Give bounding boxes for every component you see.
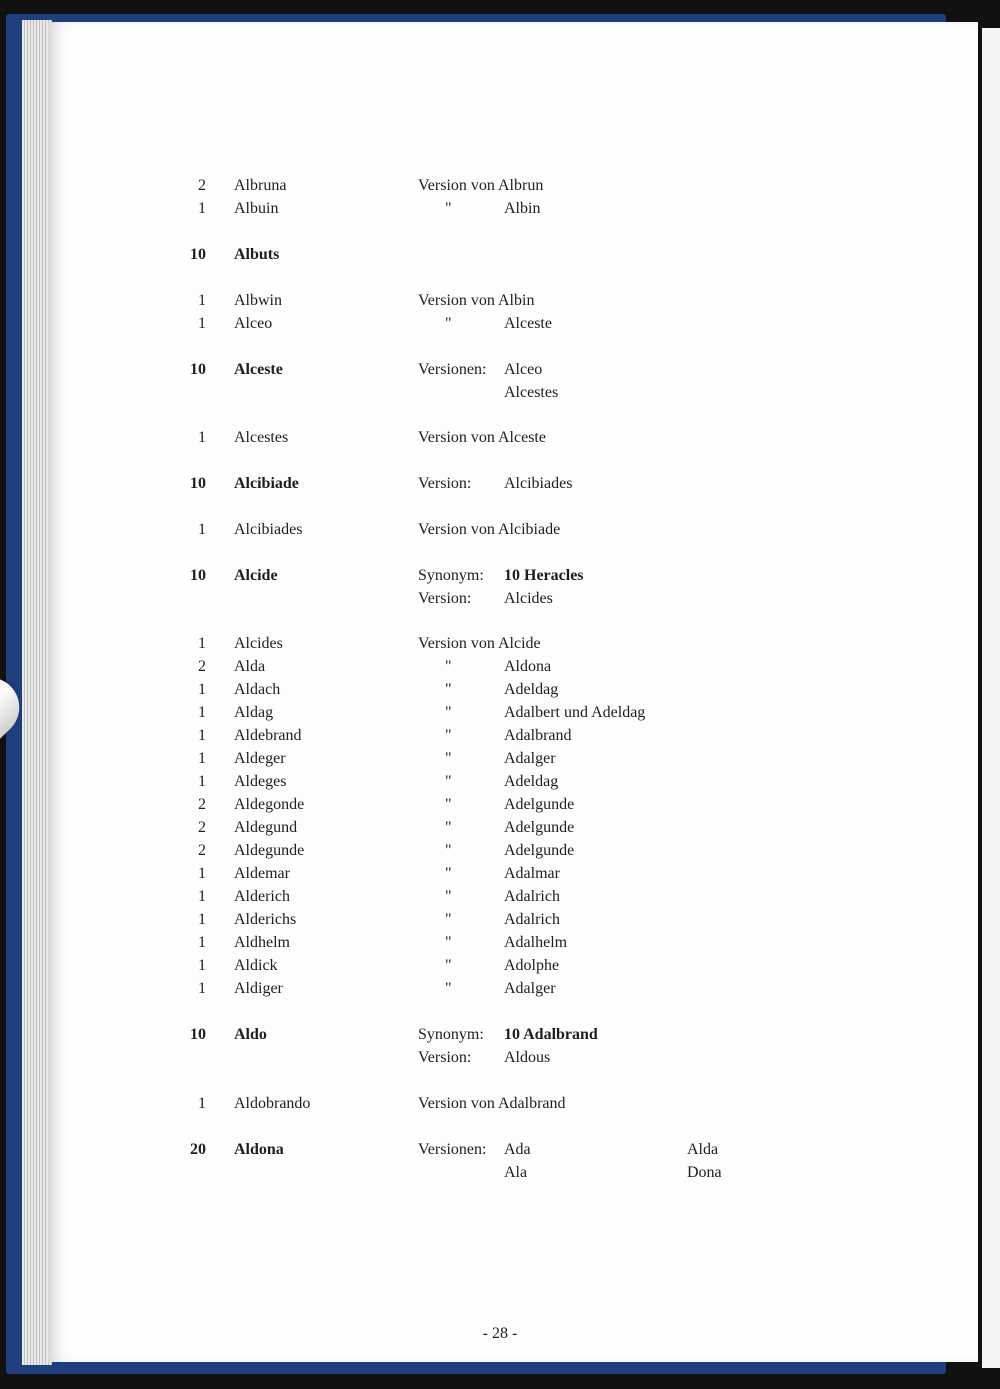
index-entry xyxy=(0,177,1000,199)
entry-extra-version: Alda xyxy=(687,1141,719,1158)
index-entry xyxy=(0,1049,1000,1071)
entry-count: 1 xyxy=(198,521,206,538)
entry-count: 1 xyxy=(198,727,206,744)
entry-reference: Albin xyxy=(504,200,541,217)
entry-name: Alcibiades xyxy=(234,521,303,538)
ditto-mark: " xyxy=(445,727,452,744)
entry-count: 1 xyxy=(198,200,206,217)
ditto-mark: " xyxy=(445,704,452,721)
index-entry xyxy=(0,704,1000,726)
index-entry xyxy=(0,384,1000,406)
ditto-mark: " xyxy=(445,842,452,859)
entry-reference: Ada xyxy=(504,1141,531,1158)
ditto-mark: " xyxy=(445,773,452,790)
ditto-mark: " xyxy=(445,957,452,974)
entry-count: 10 xyxy=(190,1026,206,1043)
entry-reference: Aldous xyxy=(504,1049,551,1066)
index-entry xyxy=(0,200,1000,222)
ditto-mark: " xyxy=(445,934,452,951)
entry-relation: Versionen: xyxy=(418,1141,487,1158)
entry-reference: Ala xyxy=(504,1164,528,1181)
index-entry xyxy=(0,727,1000,749)
ditto-mark: " xyxy=(445,819,452,836)
index-entry xyxy=(0,429,1000,451)
entry-count: 1 xyxy=(198,429,206,446)
entry-reference: Alcestes xyxy=(504,384,559,401)
entry-count: 10 xyxy=(190,475,206,492)
entry-count: 1 xyxy=(198,315,206,332)
entry-reference: Adalrich xyxy=(504,888,560,905)
index-entry xyxy=(0,361,1000,383)
entry-relation: Version von Alcide xyxy=(418,635,541,652)
index-entry xyxy=(0,475,1000,497)
entry-name: Aldhelm xyxy=(234,934,290,951)
index-entry xyxy=(0,1164,1000,1186)
index-entry xyxy=(0,911,1000,933)
entry-name: Aldegund xyxy=(234,819,298,836)
entry-reference: Adelgunde xyxy=(504,796,575,813)
entry-name: Alceste xyxy=(234,361,283,378)
entry-reference: Adalger xyxy=(504,750,556,767)
entry-count: 1 xyxy=(198,1095,206,1112)
entry-count: 1 xyxy=(198,957,206,974)
entry-relation: Synonym: xyxy=(418,567,484,584)
entry-count: 2 xyxy=(198,177,206,194)
ditto-mark: " xyxy=(445,681,452,698)
index-entry xyxy=(0,1095,1000,1117)
entry-reference: Adalger xyxy=(504,980,556,997)
index-entry xyxy=(0,819,1000,841)
index-entry xyxy=(0,635,1000,657)
entry-name: Aldebrand xyxy=(234,727,302,744)
index-entry xyxy=(0,681,1000,703)
entry-count: 10 xyxy=(190,567,206,584)
entry-reference: Adolphe xyxy=(504,957,560,974)
entry-reference: Alceo xyxy=(504,361,543,378)
entry-count: 1 xyxy=(198,681,206,698)
entry-name: Aldeges xyxy=(234,773,287,790)
index-entry xyxy=(0,1026,1000,1048)
index-entry xyxy=(0,773,1000,795)
entry-count: 2 xyxy=(198,796,206,813)
entry-name: Alcide xyxy=(234,567,278,584)
entry-name: Alceo xyxy=(234,315,273,332)
index-entry xyxy=(0,315,1000,337)
entry-count: 2 xyxy=(198,819,206,836)
entry-name: Aldick xyxy=(234,957,278,974)
entry-relation: Versionen: xyxy=(418,361,487,378)
entry-extra-version: Dona xyxy=(687,1164,722,1181)
ditto-mark: " xyxy=(445,658,452,675)
entry-name: Aldag xyxy=(234,704,274,721)
entry-reference: Adelgunde xyxy=(504,819,575,836)
entry-count: 1 xyxy=(198,980,206,997)
entry-count: 1 xyxy=(198,934,206,951)
entry-reference: Adeldag xyxy=(504,681,559,698)
entry-count: 1 xyxy=(198,865,206,882)
entry-name: Alcibiade xyxy=(234,475,299,492)
ditto-mark: " xyxy=(445,980,452,997)
entry-name: Aldegonde xyxy=(234,796,305,813)
ditto-mark: " xyxy=(445,315,452,332)
entry-name: Aldiger xyxy=(234,980,283,997)
entry-name: Aldeger xyxy=(234,750,286,767)
entry-name: Albuts xyxy=(234,246,280,263)
entry-count: 20 xyxy=(190,1141,206,1158)
entry-count: 1 xyxy=(198,888,206,905)
entry-name: Aldegunde xyxy=(234,842,305,859)
entry-name: Alderich xyxy=(234,888,290,905)
entry-name: Albruna xyxy=(234,177,287,194)
entry-relation: Synonym: xyxy=(418,1026,484,1043)
entry-name: Alcestes xyxy=(234,429,289,446)
entry-reference: Adalhelm xyxy=(504,934,568,951)
entry-reference: Alceste xyxy=(504,315,552,332)
entry-name: Alcides xyxy=(234,635,283,652)
entry-count: 1 xyxy=(198,750,206,767)
entry-name: Aldo xyxy=(234,1026,267,1043)
entry-count: 1 xyxy=(198,704,206,721)
entry-count: 2 xyxy=(198,842,206,859)
ditto-mark: " xyxy=(445,911,452,928)
entry-count: 1 xyxy=(198,292,206,309)
index-entry xyxy=(0,750,1000,772)
entry-count: 10 xyxy=(190,361,206,378)
entry-name: Aldona xyxy=(234,1141,284,1158)
entry-relation: Version: xyxy=(418,590,472,607)
entry-reference: Adeldag xyxy=(504,773,559,790)
entry-name: Aldemar xyxy=(234,865,290,882)
entry-name: Aldobrando xyxy=(234,1095,311,1112)
entry-count: 10 xyxy=(190,246,206,263)
entry-relation: Version: xyxy=(418,1049,472,1066)
index-entry xyxy=(0,292,1000,314)
entry-reference: Adalbert und Adeldag xyxy=(504,704,646,721)
entry-reference: Adalmar xyxy=(504,865,560,882)
index-entry xyxy=(0,567,1000,589)
entry-reference: Aldona xyxy=(504,658,552,675)
entry-reference: 10 Adalbrand xyxy=(504,1026,598,1043)
index-entry xyxy=(0,1141,1000,1163)
ditto-mark: " xyxy=(445,888,452,905)
entry-relation: Version von Alcibiade xyxy=(418,521,561,538)
index-entry xyxy=(0,658,1000,680)
index-entry xyxy=(0,865,1000,887)
entry-relation: Version von Albin xyxy=(418,292,535,309)
entry-count: 2 xyxy=(198,658,206,675)
entry-count: 1 xyxy=(198,911,206,928)
index-entry xyxy=(0,796,1000,818)
ditto-mark: " xyxy=(445,796,452,813)
index-entry xyxy=(0,957,1000,979)
index-entry xyxy=(0,246,1000,268)
entry-relation: Version von Albrun xyxy=(418,177,544,194)
entry-name: Aldach xyxy=(234,681,281,698)
entry-reference: 10 Heracles xyxy=(504,567,584,584)
index-entry xyxy=(0,842,1000,864)
entry-relation: Version: xyxy=(418,475,472,492)
index-entry xyxy=(0,934,1000,956)
entry-name: Alda xyxy=(234,658,266,675)
entry-name: Albwin xyxy=(234,292,282,309)
ditto-mark: " xyxy=(445,750,452,767)
ditto-mark: " xyxy=(445,865,452,882)
entry-reference: Alcibiades xyxy=(504,475,573,492)
entry-reference: Adalbrand xyxy=(504,727,572,744)
entry-count: 1 xyxy=(198,773,206,790)
index-entry xyxy=(0,521,1000,543)
index-entry xyxy=(0,888,1000,910)
entry-name: Alderichs xyxy=(234,911,297,928)
ditto-mark: " xyxy=(445,200,452,217)
entry-name: Albuin xyxy=(234,200,279,217)
entry-relation: Version von Adalbrand xyxy=(418,1095,566,1112)
entry-relation: Version von Alceste xyxy=(418,429,546,446)
entry-reference: Adelgunde xyxy=(504,842,575,859)
entry-reference: Alcides xyxy=(504,590,553,607)
index-entry xyxy=(0,980,1000,1002)
index-entry xyxy=(0,590,1000,612)
entry-count: 1 xyxy=(198,635,206,652)
page-number: - 28 - xyxy=(482,1325,518,1342)
entry-reference: Adalrich xyxy=(504,911,560,928)
